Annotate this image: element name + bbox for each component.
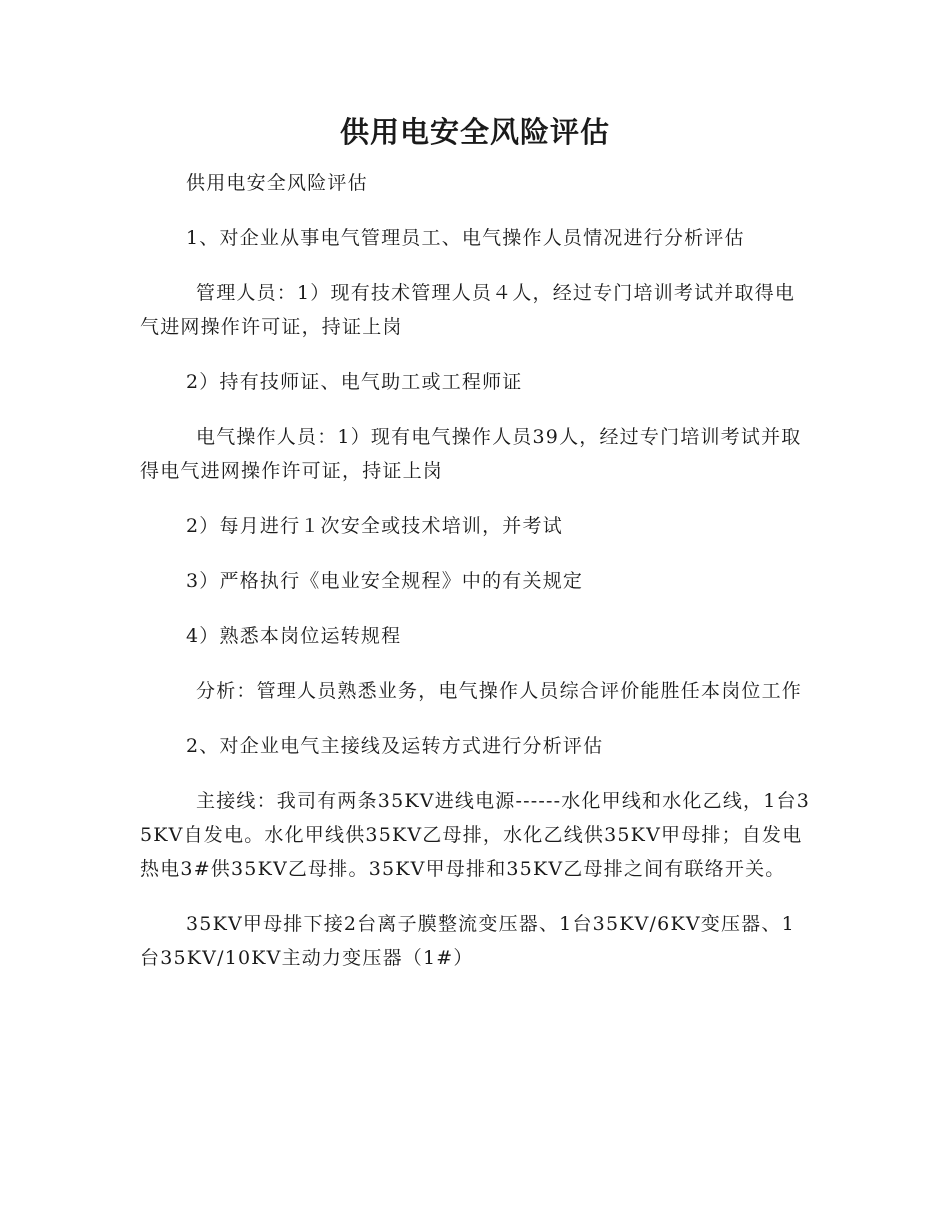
- paragraph: 1、对企业从事电气管理员工、电气操作人员情况进行分析评估: [186, 227, 745, 249]
- paragraph: 4）熟悉本岗位运转规程: [186, 625, 402, 647]
- paragraph: 分析：管理人员熟悉业务，电气操作人员综合评价能胜任本岗位工作: [196, 680, 803, 702]
- document-body: [140, 166, 810, 996]
- paragraph: 3）严格执行《电业安全规程》中的有关规定: [186, 570, 584, 592]
- document-title: 供用电安全风险评估: [339, 115, 610, 149]
- paragraph: 35KV甲母排下接2台离子膜整流变压器、1台35KV/6KV变压器、1台35KV/10KV主动力变压器（1#）: [140, 913, 795, 969]
- paragraph: 供用电安全风险评估: [186, 172, 368, 194]
- paragraph: 2、对企业电气主接线及运转方式进行分析评估: [186, 735, 604, 757]
- paragraph: 电气操作人员：1）现有电气操作人员39人，经过专门培训考试并取得电气进网操作许可证，持证上岗: [140, 426, 802, 482]
- paragraph: 2）每月进行１次安全或技术培训，并考试: [186, 515, 563, 537]
- paragraph: 管理人员：1）现有技术管理人员４人，经过专门培训考试并取得电气进网操作许可证，持证上岗: [140, 282, 796, 338]
- paragraph: 2）持有技师证、电气助工或工程师证: [186, 371, 523, 393]
- paragraph: 主接线：我司有两条35KV进线电源------水化甲线和水化乙线，1台35KV自发电。水化甲线供35KV乙母排，水化乙线供35KV甲母排；自发电热电3#供35KV乙母排。35KV甲母排和35KV乙母排之间有联络开关。: [140, 790, 810, 880]
